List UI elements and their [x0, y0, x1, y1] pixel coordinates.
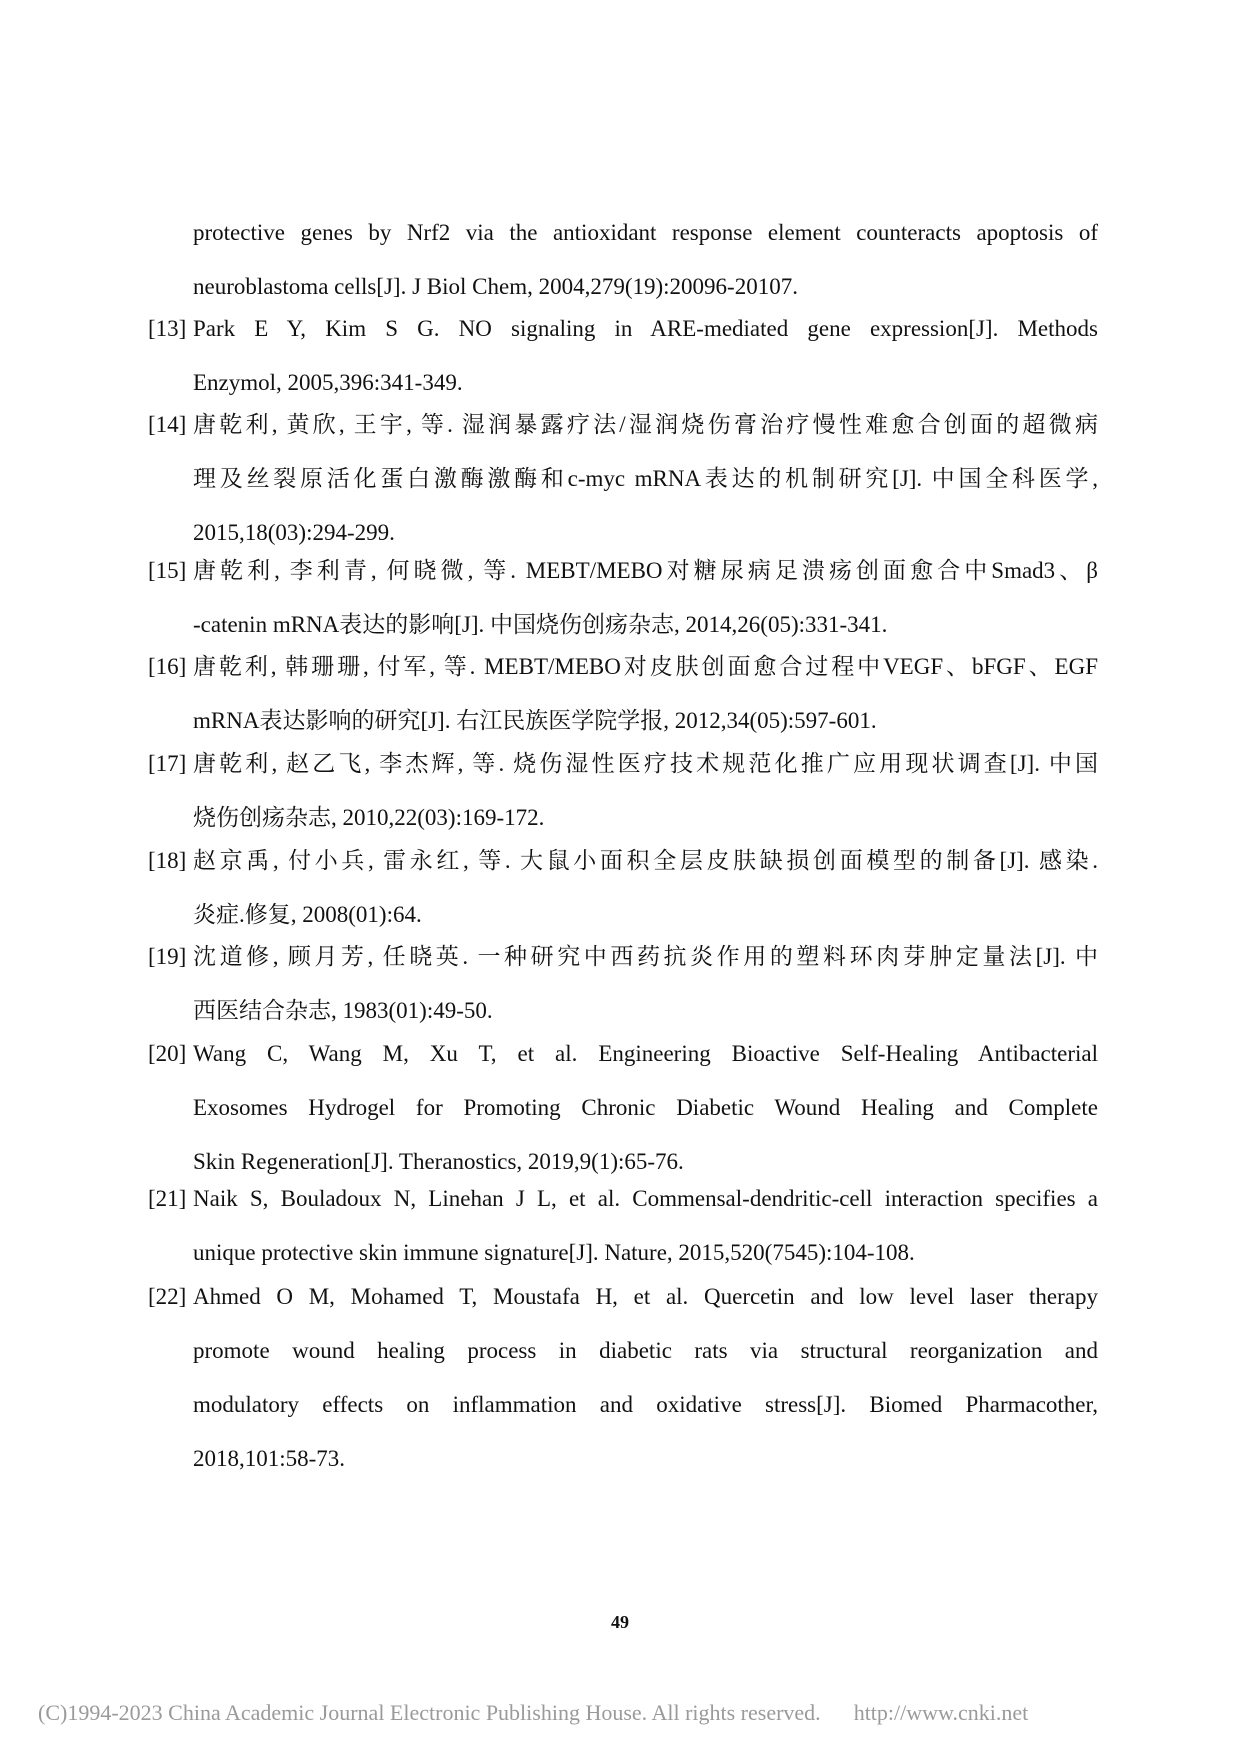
reference-line: 唐乾利, 黄欣, 王宇, 等. 湿润暴露疗法/湿润烧伤膏治疗慢性难愈合创面的超微病 [193, 412, 1098, 437]
reference-number: [14] [148, 412, 187, 437]
reference-entry-14 [148, 398, 1098, 560]
reference-entry-16 [148, 640, 1098, 748]
reference-line: Exosomes Hydrogel for Promoting Chronic Diabetic Wound Healing and Complete [193, 1095, 1098, 1120]
reference-line: Naik S, Bouladoux N, Linehan J L, et al. Commensal-dendritic-cell interaction specifies a [193, 1186, 1098, 1211]
cnki-url: http://www.cnki.net [853, 1700, 1029, 1725]
reference-line: Ahmed O M, Mohamed T, Moustafa H, et al. Quercetin and low level laser therapy [193, 1284, 1098, 1309]
reference-entry-13 [148, 302, 1098, 410]
reference-line: 西医结合杂志, 1983(01):49-50. [193, 998, 493, 1023]
reference-entry [180, 206, 1098, 314]
reference-line: 2018,101:58-73. [193, 1446, 346, 1471]
copyright-text: (C)1994-2023 China Academic Journal Electronic Publishing House. All rights reserved. [38, 1700, 821, 1725]
reference-line: Skin Regeneration[J]. Theranostics, 2019,9(1):65-76. [193, 1149, 684, 1174]
reference-number: [21] [148, 1186, 187, 1211]
copyright-footer [38, 1700, 1028, 1726]
reference-entry-15 [148, 544, 1098, 652]
reference-line: Park E Y, Kim S G. NO signaling in ARE-mediated gene expression[J]. Methods [193, 316, 1098, 341]
reference-number: [20] [148, 1041, 187, 1066]
reference-line: protective genes by Nrf2 via the antioxidant response element counteracts apoptosis of [193, 220, 1098, 245]
reference-line: 沈道修, 顾月芳, 任晓英. 一种研究中西药抗炎作用的塑料环肉芽肿定量法[J]. 中 [193, 944, 1098, 969]
reference-line: 炎症.修复, 2008(01):64. [193, 902, 422, 927]
reference-line: 理及丝裂原活化蛋白激酶激酶和c-myc mRNA表达的机制研究[J]. 中国全科医学, [193, 466, 1098, 491]
reference-line: 唐乾利, 李利青, 何晓微, 等. MEBT/MEBO对糖尿病足溃疡创面愈合中Smad3、β [193, 558, 1098, 583]
reference-line: 唐乾利, 赵乙飞, 李杰辉, 等. 烧伤湿性医疗技术规范化推广应用现状调查[J]. 中国 [193, 751, 1098, 776]
reference-entry-20 [148, 1027, 1098, 1189]
reference-line: 赵京禹, 付小兵, 雷永红, 等. 大鼠小面积全层皮肤缺损创面模型的制备[J]. 感染. [193, 848, 1098, 873]
reference-line: -catenin mRNA表达的影响[J]. 中国烧伤创疡杂志, 2014,26(05):331-341. [193, 612, 888, 637]
reference-line: promote wound healing process in diabetic rats via structural reorganization and [193, 1338, 1098, 1363]
reference-entry-19 [148, 930, 1098, 1038]
reference-number: [17] [148, 751, 187, 776]
reference-number: [16] [148, 654, 187, 679]
reference-line: Enzymol, 2005,396:341-349. [193, 370, 463, 395]
reference-line: 2015,18(03):294-299. [193, 520, 395, 545]
reference-number: [18] [148, 848, 187, 873]
reference-line: unique protective skin immune signature[J]. Nature, 2015,520(7545):104-108. [193, 1240, 915, 1265]
reference-entry-18 [148, 834, 1098, 942]
reference-line: neuroblastoma cells[J]. J Biol Chem, 2004,279(19):20096-20107. [193, 274, 798, 299]
reference-entry-22 [148, 1270, 1098, 1486]
page-number: 49 [611, 1612, 629, 1632]
reference-line: Wang C, Wang M, Xu T, et al. Engineering Bioactive Self-Healing Antibacterial [193, 1041, 1098, 1066]
reference-line: modulatory effects on inflammation and oxidative stress[J]. Biomed Pharmacother, [193, 1392, 1098, 1417]
reference-line: mRNA表达影响的研究[J]. 右江民族医学院学报, 2012,34(05):597-601. [193, 708, 877, 733]
reference-number: [13] [148, 316, 187, 341]
reference-number: [19] [148, 944, 187, 969]
reference-entry-17 [148, 737, 1098, 845]
reference-entry-21 [148, 1172, 1098, 1280]
reference-line: 唐乾利, 韩珊珊, 付军, 等. MEBT/MEBO对皮肤创面愈合过程中VEGF、bFGF、EGF [193, 654, 1098, 679]
reference-number: [22] [148, 1284, 187, 1309]
reference-number: [15] [148, 558, 187, 583]
reference-line: 烧伤创疡杂志, 2010,22(03):169-172. [193, 805, 545, 830]
